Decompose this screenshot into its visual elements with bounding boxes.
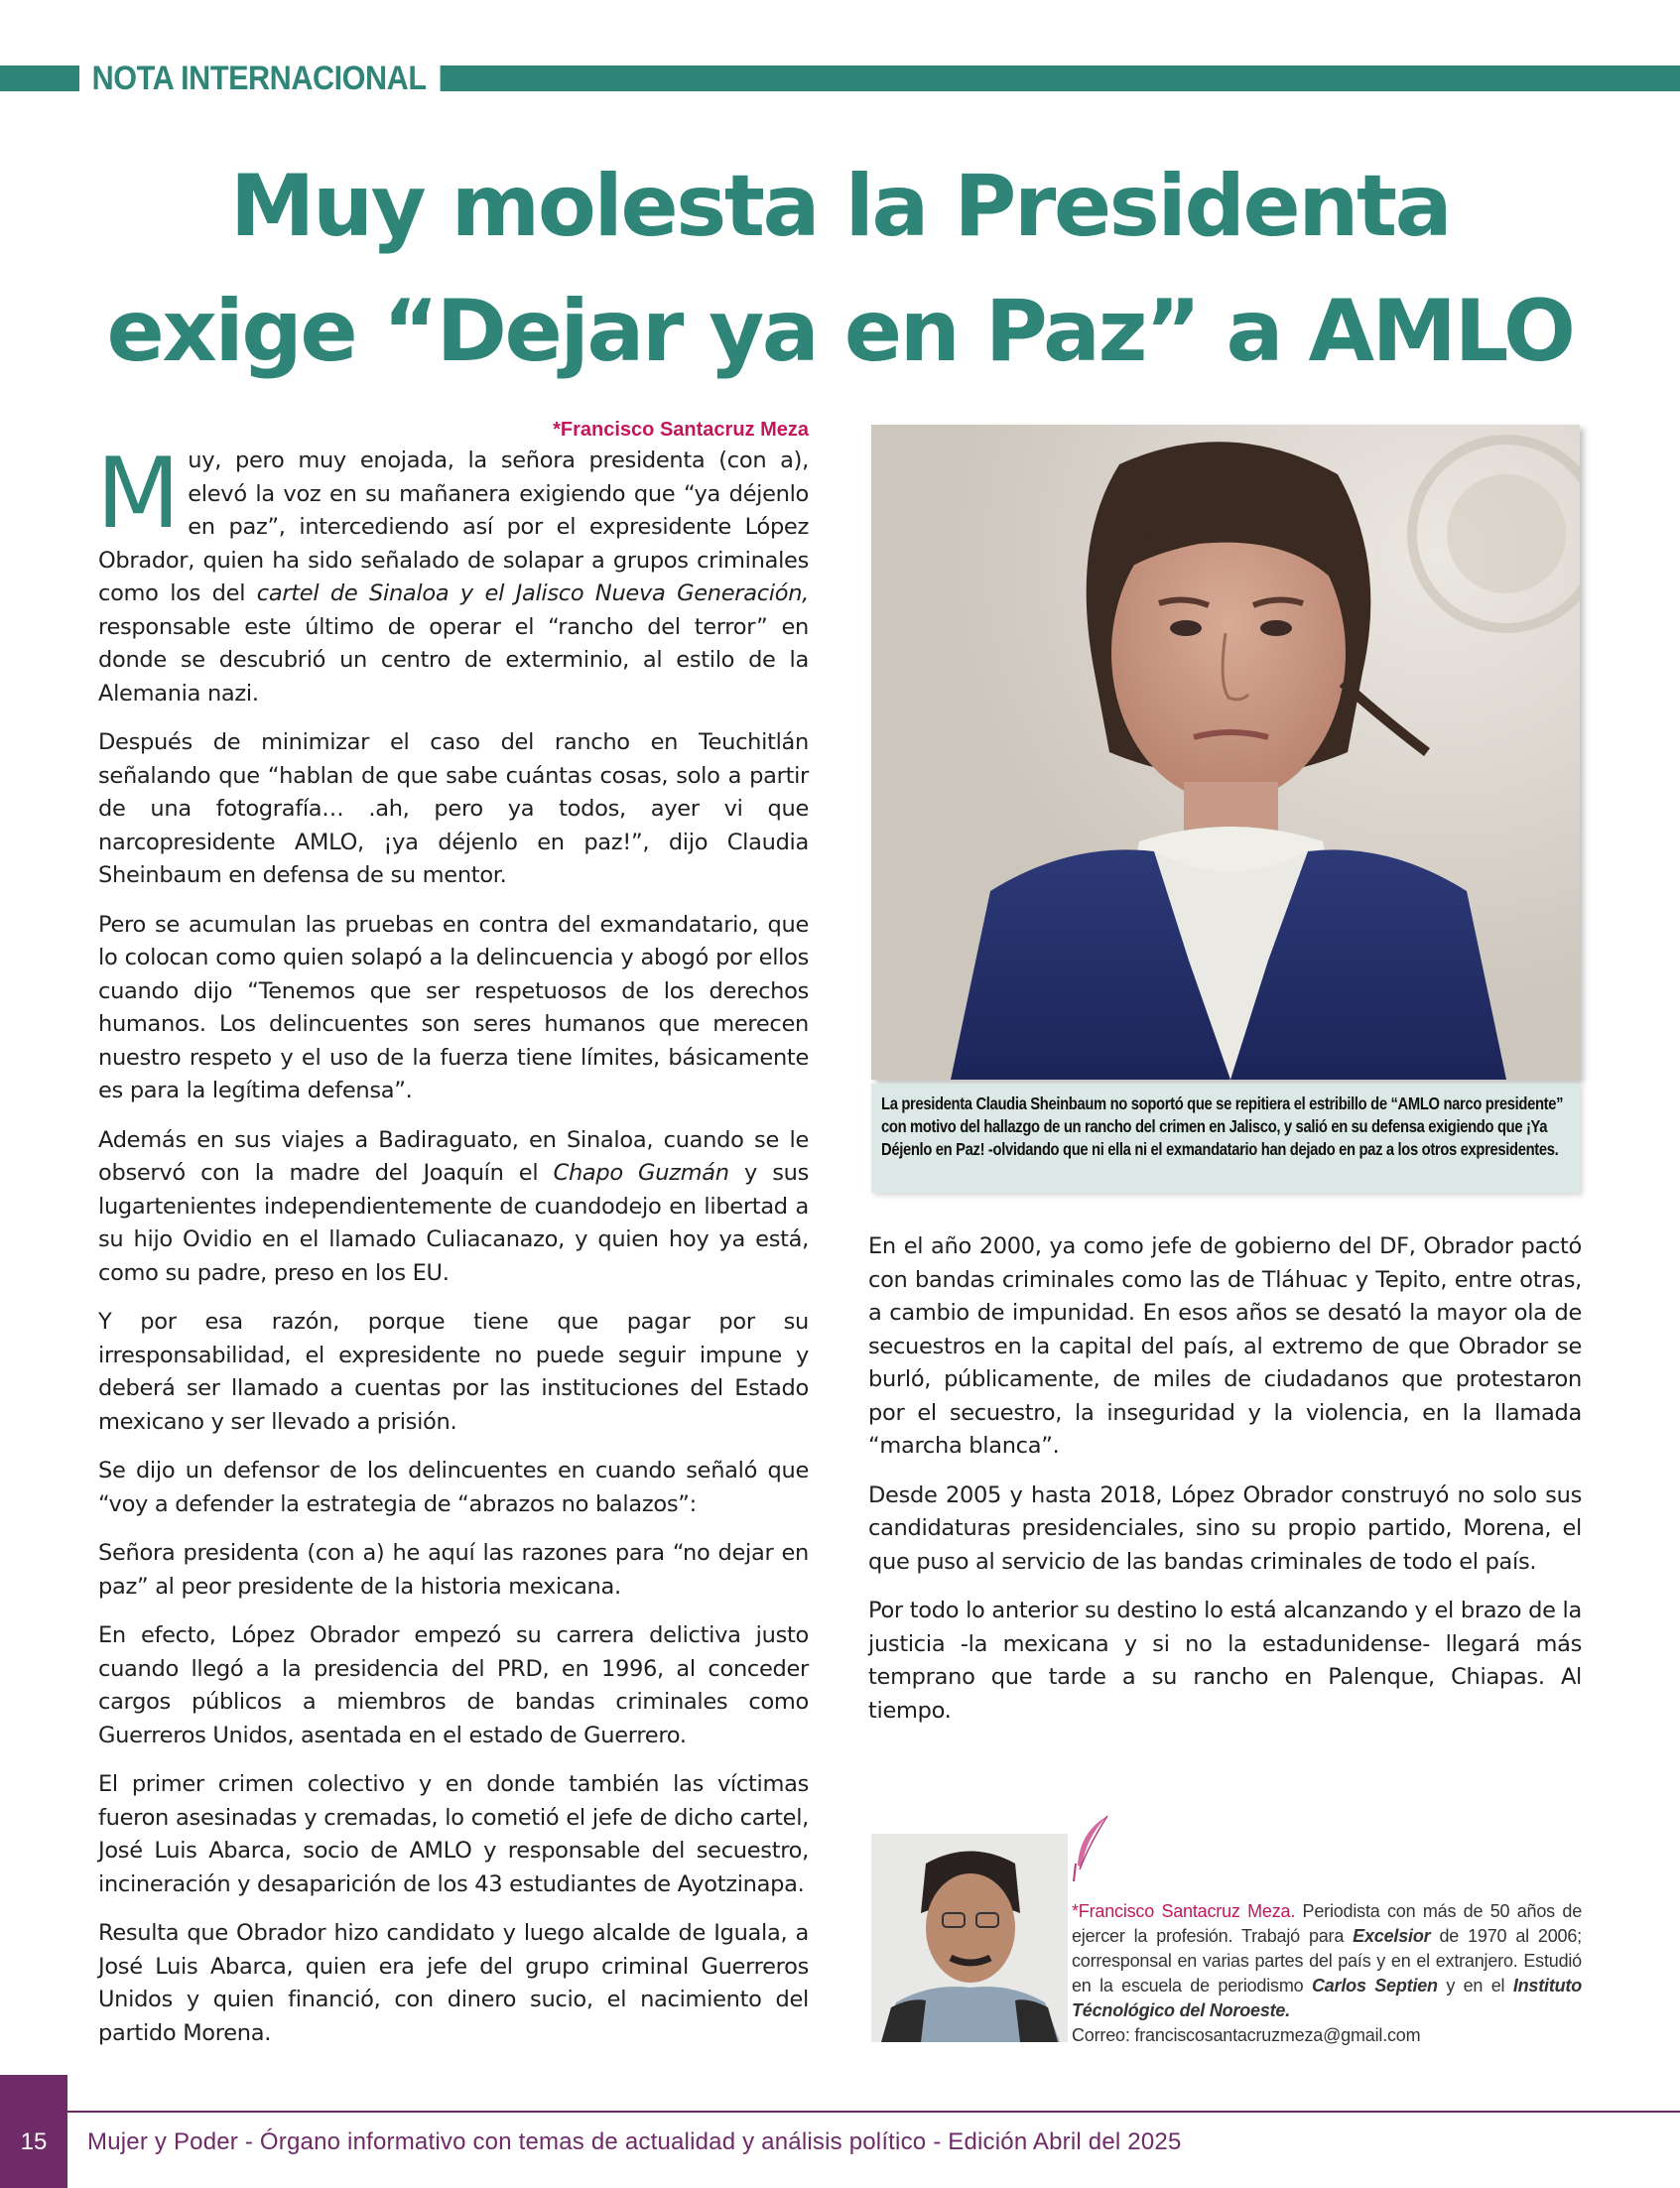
author-name: *Francisco Santacruz Meza. (1072, 1901, 1296, 1921)
paragraph-3: Pero se acumulan las pruebas en contra del exmandatario, que lo colocan como quien solapó a la delincuencia y abogó por ellos cuando dijo “Tenemos que ser respetuosos de los derechos humanos. Los delincuentes son seres humanos que merecen nuestro respeto y el uso de la fuerza tiene límites, básicamente es para la legítima defensa”. (98, 911, 809, 1103)
author-bio-text-2: de 1970 al 2006; corresponsal en varias partes del país y en el extranjero. Estudió en la escuela de periodismo (1072, 1926, 1582, 1995)
author-email: Correo: franciscosantacruzmeza@gmail.com (1072, 2025, 1421, 2045)
paragraph-13: Por todo lo anterior su destino lo está alcanzando y el brazo de la justicia -la mexicana y si no la estadunidense- llegará más temprano que tarde a su rancho en Palenque, Chiapas. Al tiempo. (868, 1598, 1582, 1724)
paragraph-5: Y por esa razón, porque tiene que pagar por su irresponsabilidad, el expresidente no puede seguir impune y deberá ser llamado a cuentas por las instituciones del Estado mexicano y ser llevado a prisión. (98, 1309, 809, 1435)
paragraph-7: Señora presidenta (con a) he aquí las razones para “no dejar en paz” al peor presidente de la historia mexicana. (98, 1540, 809, 1600)
author-institute: Instituto Técnológico del Noroeste. (1072, 1976, 1582, 2020)
photo-caption: La presidenta Claudia Sheinbaum no soportó que se repitiera el estribillo de “AMLO narco presidente” con motivo del hallazgo de un rancho del crimen en Jalisco, y salió en su defensa exigiendo que ¡Ya Déjenlo en Paz! -olvidando que ni ella ni el exmandatario han dejado en paz a los otros expresidentes. (881, 1094, 1564, 1159)
author-photo (871, 1834, 1068, 2042)
author-bio-text-1: Periodista con más de 50 años de ejercer la profesión. Trabajó para (1072, 1901, 1582, 1946)
author-outlet: Excelsior (1353, 1926, 1431, 1946)
paragraph-2: Después de minimizar el caso del rancho en Teuchitlán señalando que “hablan de que sabe cuántas cosas, solo a partir de una fotografía… .ah, pero ya todos, ayer vi que narcopresidente AMLO, ¡ya déjenlo en paz!”, dijo Claudia Sheinbaum en defensa de su mentor. (98, 729, 809, 888)
author-bio (1072, 1899, 1582, 2048)
portrait-photo (871, 425, 1580, 1080)
paragraph-11: En el año 2000, ya como jefe de gobierno del DF, Obrador pactó con bandas criminales como las de Tláhuac y Tepito, entre otras, a cambio de impunidad. En esos años se desató la mayor ola de secuestros en la capital del país, al extremo de que Obrador se burló, públicamente, de miles de ciudadanos que protestaron por el secuestro, la inseguridad y la violencia, en la llamada “marcha blanca”. (868, 1233, 1582, 1459)
paragraph-4-text-b: y sus lugartenientes independientemente de cuandodejo en libertad a su hijo Ovidio en el llamado Culiacanazo, y quien hoy ya está, como su padre, preso en los EU. (98, 1160, 809, 1286)
paragraph-1-emphasis: cartel de Sinaloa y el Jalisco Nueva Generación, (256, 580, 810, 606)
photo-caption-box (871, 1084, 1580, 1193)
article-left-column (98, 417, 809, 2066)
paragraph-4-emphasis: Chapo Guzmán (553, 1160, 729, 1186)
footer-rule (0, 2111, 1680, 2113)
author-bio-text-3: y en el (1437, 1976, 1513, 1995)
article-right-column (868, 1230, 1582, 1743)
paragraph-8: En efecto, López Obrador empezó su carrera delictiva justo cuando llegó a la presidencia del PRD, en 1996, al conceder cargos públicos a miembros de bandas criminales como Guerreros Unidos, asentada en el estado de Guerrero. (98, 1622, 809, 1748)
footer-text: Mujer y Poder - Órgano informativo con temas de actualidad y análisis político - Edición Abril del 2025 (87, 2128, 1182, 2155)
author-illustration (871, 1834, 1068, 2042)
paragraph-4 (98, 1124, 809, 1291)
paragraph-4-text-a: Además en sus viajes a Badiraguato, en Sinaloa, cuando se le observó con la madre del Joaquín el (98, 1126, 809, 1186)
portrait-illustration (871, 425, 1580, 1080)
paragraph-6: Se dijo un defensor de los delincuentes en cuando señaló que “voy a defender la estrategia de “abrazos no balazos”: (98, 1458, 809, 1517)
paragraph-12: Desde 2005 y hasta 2018, López Obrador construyó no solo sus candidaturas presidenciales, sino su propio partido, Morena, el que puso al servicio de las bandas criminales de todo el país. (868, 1481, 1582, 1575)
quill-icon (1070, 1814, 1111, 1883)
paragraph-1 (96, 438, 810, 710)
paragraph-1-text-b: responsable este último de operar el “rancho del terror” en donde se descubrió un centro de exterminio, al estilo de la Alemania nazi. (98, 613, 809, 707)
section-label: NOTA INTERNACIONAL (79, 58, 441, 99)
page-number: 15 (20, 2128, 48, 2155)
drop-cap: M (96, 438, 181, 551)
headline-line-2: exige “Dejar ya en Paz” a AMLO (106, 282, 1574, 381)
author-school: Carlos Septien (1311, 1976, 1438, 1995)
headline-line-1: Muy molesta la Presidenta (229, 157, 1451, 256)
headline (0, 144, 1680, 394)
paragraph-10: Resulta que Obrador hizo candidato y luego alcalde de Iguala, a José Luis Abarca, quien era jefe del grupo criminal Guerreros Unidos y quien financió, con dinero sucio, el nacimiento del partido Morena. (98, 1920, 809, 2046)
paragraph-9: El primer crimen colectivo y en donde también las víctimas fueron asesinadas y cremadas, lo cometió el jefe de dicho cartel, José Luis Abarca, socio de AMLO y responsable del secuestro, incineración y desaparición de los 43 estudiantes de Ayotzinapa. (98, 1771, 809, 1897)
paragraph-1-text-a: uy, pero muy enojada, la señora presidenta (con a), elevó la voz en su mañanera exigiendo que “ya déjenlo en paz”, intercediendo así por el expresidente López Obrador, quien ha sido señalado de solapar a grupos criminales como los del (98, 448, 809, 606)
byline: *Francisco Santacruz Meza (553, 419, 809, 441)
